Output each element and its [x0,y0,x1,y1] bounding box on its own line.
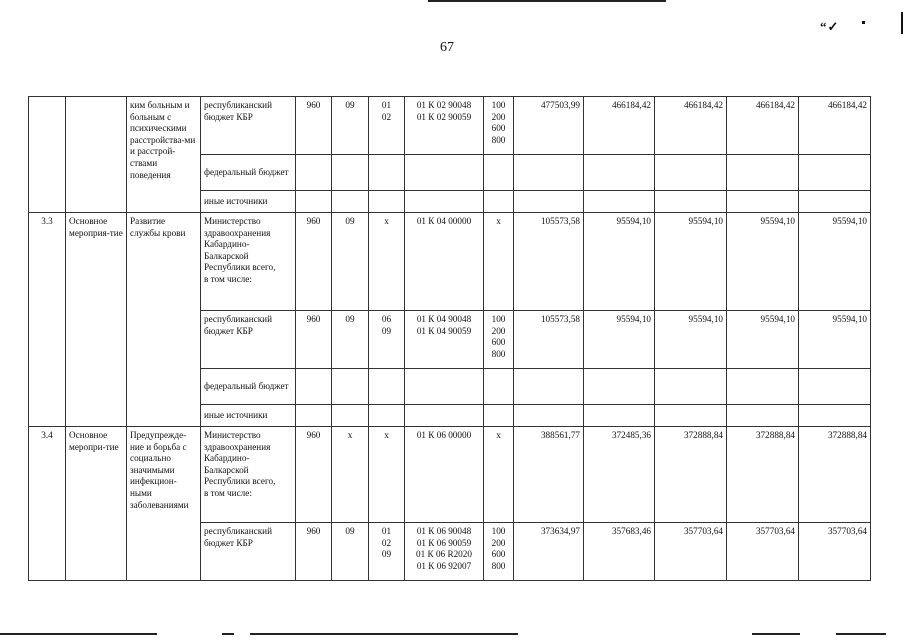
empty-cell [405,191,484,213]
subsection-cell: х [369,427,405,523]
corner-handwritten-mark: “✓ [820,19,840,34]
empty-cell [514,405,584,427]
amount-cell: 372888,84 [799,427,871,523]
table-row [29,97,871,155]
amount-cell: 372888,84 [655,427,727,523]
empty-cell [655,369,727,405]
empty-cell [727,155,799,191]
num-cell: 3.3 [29,213,66,427]
table-row [29,427,871,523]
amount-cell: 105573,58 [514,311,584,369]
target-article-cell: 01 К 02 90048 01 К 02 90059 [405,97,484,155]
amount-cell: 95594,10 [655,311,727,369]
empty-cell [332,191,369,213]
empty-cell [484,155,514,191]
empty-cell [799,405,871,427]
empty-cell [727,405,799,427]
empty-cell [332,369,369,405]
empty-cell [584,155,655,191]
empty-cell [484,405,514,427]
empty-cell [405,155,484,191]
target-article-cell: 01 К 06 00000 [405,427,484,523]
subsection-cell: 01 02 [369,97,405,155]
amount-cell: 95594,10 [799,311,871,369]
bottom-scan-line [752,633,800,635]
section-cell: х [332,427,369,523]
amount-cell: 95594,10 [727,311,799,369]
empty-cell [799,369,871,405]
amount-cell: 466184,42 [584,97,655,155]
subsection-cell: х [369,213,405,311]
empty-cell [799,155,871,191]
empty-cell [296,405,332,427]
empty-cell [514,155,584,191]
amount-cell: 357703,64 [727,523,799,581]
source-cell: республиканский бюджет КБР [201,523,296,581]
empty-cell [369,369,405,405]
section-cell: 09 [332,97,369,155]
type-cell: Основное мероприя-тие [66,213,127,427]
num-cell [29,97,66,213]
source-cell: иные источники [201,405,296,427]
empty-cell [369,155,405,191]
empty-cell [584,369,655,405]
empty-cell [727,191,799,213]
target-article-cell: 01 К 06 90048 01 К 06 90059 01 К 06 R2020 01 К 06 92007 [405,523,484,581]
bottom-scan-line [836,633,886,635]
amount-cell: 95594,10 [584,213,655,311]
expense-type-cell: 100 200 600 800 [484,311,514,369]
table-row [29,213,871,311]
type-cell [66,97,127,213]
amount-cell: 372888,84 [727,427,799,523]
empty-cell [296,155,332,191]
source-cell: Министерство здравоохранения Кабардино-Балкарской Республики всего, в том числе: [201,213,296,311]
source-cell: федеральный бюджет [201,155,296,191]
empty-cell [332,405,369,427]
grbs-cell: 960 [296,97,332,155]
expense-type-cell: 100 200 600 800 [484,97,514,155]
right-edge-mark [901,12,903,34]
amount-cell: 95594,10 [655,213,727,311]
amount-cell: 95594,10 [584,311,655,369]
section-cell: 09 [332,213,369,311]
empty-cell [405,405,484,427]
amount-cell: 477503,99 [514,97,584,155]
amount-cell: 357683,46 [584,523,655,581]
desc-cell: Развитие службы крови [127,213,201,427]
corner-dot [862,21,865,24]
empty-cell [484,191,514,213]
target-article-cell: 01 К 04 00000 [405,213,484,311]
expense-type-cell: х [484,427,514,523]
expense-type-cell: 100 200 600 800 [484,523,514,581]
amount-cell: 466184,42 [799,97,871,155]
empty-cell [514,369,584,405]
amount-cell: 466184,42 [727,97,799,155]
bottom-scan-line [222,633,234,635]
empty-cell [799,191,871,213]
target-article-cell: 01 К 04 90048 01 К 04 90059 [405,311,484,369]
section-cell: 09 [332,311,369,369]
desc-cell: Предупрежде-ние и борьба с социально значимыми инфекцион-ными заболеваниями [127,427,201,581]
source-cell: республиканский бюджет КБР [201,311,296,369]
section-cell: 09 [332,523,369,581]
num-cell: 3.4 [29,427,66,581]
empty-cell [727,369,799,405]
empty-cell [655,155,727,191]
empty-cell [369,405,405,427]
amount-cell: 372485,36 [584,427,655,523]
empty-cell [405,369,484,405]
subsection-cell: 01 02 09 [369,523,405,581]
empty-cell [296,369,332,405]
empty-cell [484,369,514,405]
amount-cell: 95594,10 [727,213,799,311]
top-border-line [428,0,666,2]
amount-cell: 466184,42 [655,97,727,155]
empty-cell [584,405,655,427]
grbs-cell: 960 [296,523,332,581]
source-cell: федеральный бюджет [201,369,296,405]
grbs-cell: 960 [296,213,332,311]
subsection-cell: 06 09 [369,311,405,369]
empty-cell [655,405,727,427]
bottom-scan-line [250,633,518,635]
source-cell: республиканский бюджет КБР [201,97,296,155]
amount-cell: 388561,77 [514,427,584,523]
empty-cell [369,191,405,213]
amount-cell: 105573,58 [514,213,584,311]
bottom-scan-line [0,633,157,635]
grbs-cell: 960 [296,427,332,523]
empty-cell [655,191,727,213]
expense-type-cell: х [484,213,514,311]
page-number: 67 [440,40,454,55]
desc-cell: ким больным и больным с психическими расстройства-ми и расстрой-ствами поведения [127,97,201,213]
type-cell: Основное меропри-тие [66,427,127,581]
amount-cell: 357703,64 [655,523,727,581]
amount-cell: 95594,10 [799,213,871,311]
empty-cell [296,191,332,213]
empty-cell [514,191,584,213]
program-financing-table [28,96,871,581]
source-cell: Министерство здравоохранения Кабардино-Балкарской Республики всего, в том числе: [201,427,296,523]
amount-cell: 357703,64 [799,523,871,581]
amount-cell: 373634,97 [514,523,584,581]
source-cell: иные источники [201,191,296,213]
empty-cell [584,191,655,213]
empty-cell [332,155,369,191]
grbs-cell: 960 [296,311,332,369]
